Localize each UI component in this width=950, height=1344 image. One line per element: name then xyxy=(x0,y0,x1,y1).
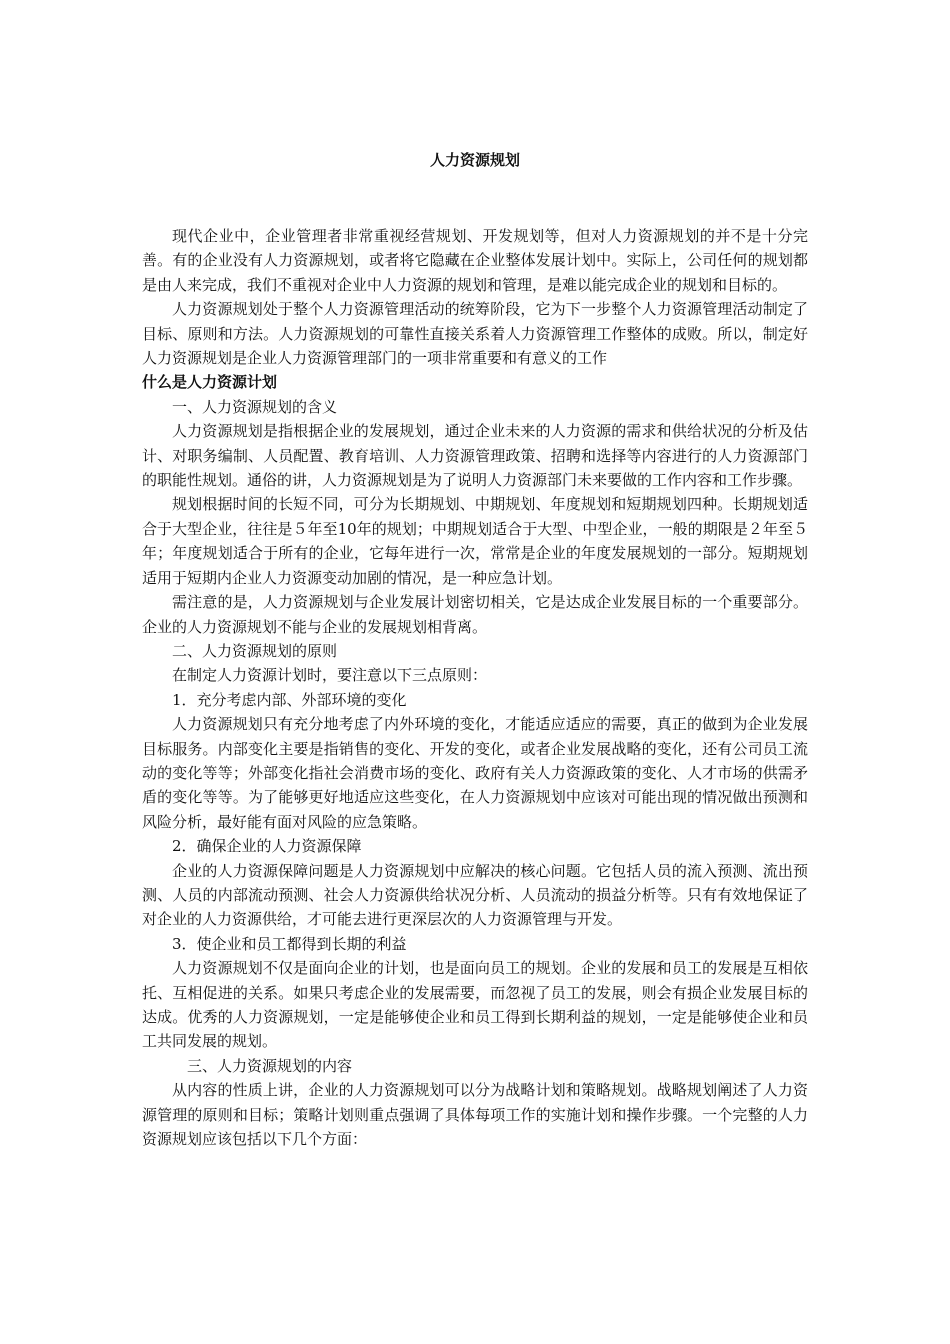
paragraph-intro: 现代企业中，企业管理者非常重视经营规划、开发规划等，但对人力资源规划的并不是十分完善。有的企业没有人力资源规划，或者将它隐藏在企业整体发展计划中。实际上，公司任何的规划都是由人来完成，我们不重视对企业中人力资源的规划和管理，是难以能完成企业的规划和目标的。 xyxy=(142,227,808,294)
paragraph-note: 需注意的是，人力资源规划与企业发展计划密切相关，它是达成企业发展目标的一个重要部分。企业的人力资源规划不能与企业的发展规划相背离。 xyxy=(142,593,808,636)
section-heading-meaning: 一、人力资源规划的含义 xyxy=(172,397,338,416)
principle-heading-3: 3．使企业和员工都得到长期的利益 xyxy=(172,934,407,953)
document-title: 人力资源规划 xyxy=(429,151,520,169)
principle-heading-2: 2．确保企业的人力资源保障 xyxy=(172,837,362,856)
paragraph-definition: 人力资源规划是指根据企业的发展规划，通过企业未来的人力资源的需求和供给状况的分析及估计、对职务编制、人员配置、教育培训、人力资源管理政策、招聘和选择等内容进行的人力资源部门的职能性规划。通俗的讲，人力资源规划是为了说明人力资源部门未来要做的工作内容和工作步骤。 xyxy=(142,422,808,490)
paragraph-content: 从内容的性质上讲，企业的人力资源规划可以分为战略计划和策略规划。战略规划阐述了人力资源管理的原则和目标；策略计划则重点强调了具体每项工作的实施计划和操作步骤。一个完整的人力资源规划应该包括以下几个方面： xyxy=(142,1081,808,1149)
section-heading-principles: 二、人力资源规划的原则 xyxy=(172,641,338,660)
paragraph-time-horizon: 规划根据时间的长短不同，可分为长期规划、中期规划、年度规划和短期规划四种。长期规划适合于大型企业，往往是５年至10年的规划；中期规划适合于大型、中型企业，一般的期限是２年至５年；年度规划适合于所有的企业，它每年进行一次，常常是企业的年度发展规划的一部分。短期规划适用于短期内企业人力资源变动加剧的情况，是一种应急计划。 xyxy=(142,495,808,587)
paragraph-principles-intro: 在制定人力资源计划时，要注意以下三点原则： xyxy=(172,666,488,685)
paragraph-planning-stage: 人力资源规划处于整个人力资源管理活动的统筹阶段，它为下一步整个人力资源管理活动制定了目标、原则和方法。人力资源规划的可靠性直接关系着人力资源管理工作整体的成败。所以，制定好人力资源规划是企业人力资源管理部门的一项非常重要和有意义的工作 xyxy=(142,300,808,368)
principle-heading-1: 1．充分考虑内部、外部环境的变化 xyxy=(172,690,407,709)
document-body xyxy=(142,224,808,1151)
paragraph-principle-3: 人力资源规划不仅是面向企业的计划，也是面向员工的规划。企业的发展和员工的发展是互相依托、互相促进的关系。如果只考虑企业的发展需要，而忽视了员工的发展，则会有损企业发展目标的达成。优秀的人力资源规划，一定是能够使企业和员工得到长期利益的规划，一定是能够使企业和员工共同发展的规划。 xyxy=(142,959,808,1051)
section-heading-content: 三、人力资源规划的内容 xyxy=(187,1056,353,1075)
section-heading-what-is: 什么是人力资源计划 xyxy=(142,373,278,392)
paragraph-principle-1: 人力资源规划只有充分地考虑了内外环境的变化，才能适应适应的需要，真正的做到为企业发展目标服务。内部变化主要是指销售的变化、开发的变化，或者企业发展战略的变化，还有公司员工流动的变化等等；外部变化指社会消费市场的变化、政府有关人力资源政策的变化、人才市场的供需矛盾的变化等等。为了能够更好地适应这些变化，在人力资源规划中应该对可能出现的情况做出预测和风险分析，最好能有面对风险的应急策略。 xyxy=(142,715,808,831)
paragraph-principle-2: 企业的人力资源保障问题是人力资源规划中应解决的核心问题。它包括人员的流入预测、流出预测、人员的内部流动预测、社会人力资源供给状况分析、人员流动的损益分析等。只有有效地保证了对企业的人力资源供给，才可能去进行更深层次的人力资源管理与开发。 xyxy=(142,861,808,929)
